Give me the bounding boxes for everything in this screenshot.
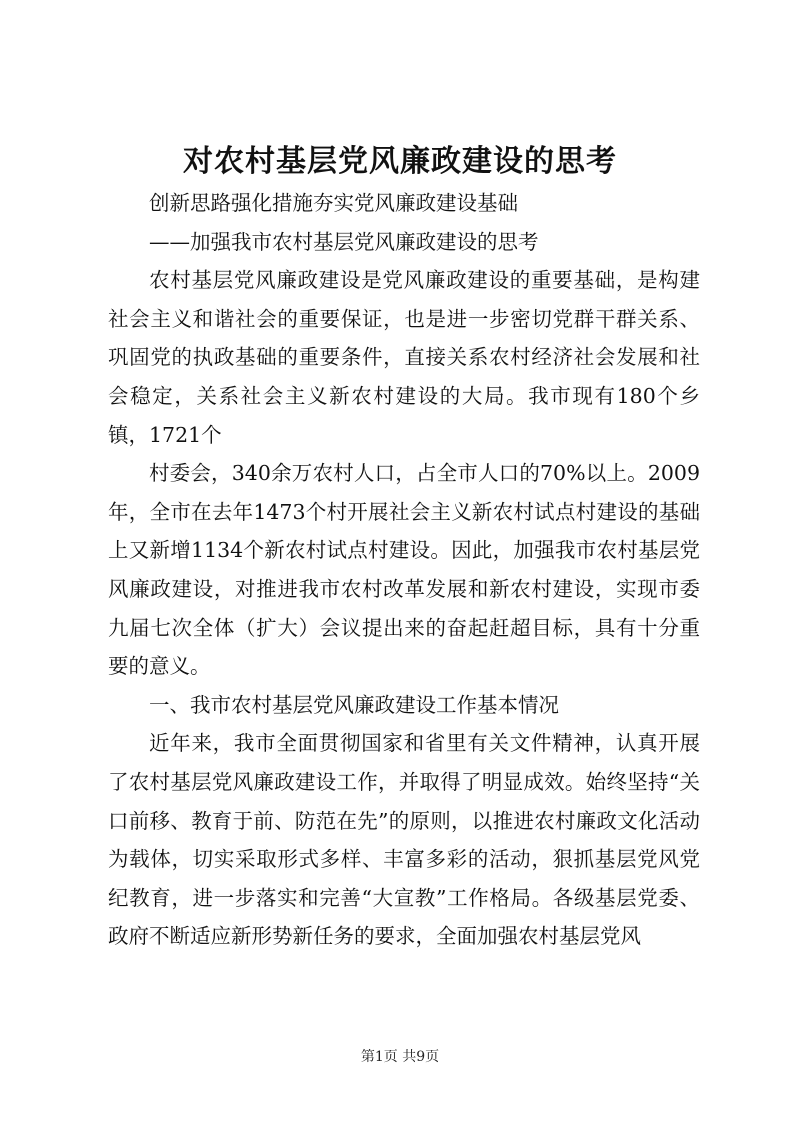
page-footer: 第1页 共9页 (360, 1049, 440, 1065)
subtitle-paragraph: 创新思路强化措施夯实党风廉政建设基础 (149, 191, 518, 215)
section-heading: 一、我市农村基层党风廉政建设工作基本情况 (149, 692, 559, 717)
document-body (108, 184, 700, 956)
body-paragraph-1: 农村基层党风廉政建设是党风廉政建设的重要基础，是构建社会主义和谐社会的重要保证，也是进一步密切党群干群关系、巩固党的执政基础的重要条件，直接关系农村经济社会发展和社会稳定，关系社会主义新农村建设的大局。我市现有180个乡镇，1721个 (108, 268, 700, 447)
body-paragraph-2: 村委会，340余万农村人口，占全市人口的70%以上。2009年，全市在去年1473个村开展社会主义新农村试点村建设的基础上又新增1134个新农村试点村建设。因此，加强我市农村基层党风廉政建设，对推进我市农村改革发展和新农村建设，实现市委九届七次全体（扩大）会议提出来的奋起赶超目标，具有十分重要的意义。 (108, 461, 700, 679)
document-title: 对农村基层党风廉政建设的思考 (183, 144, 617, 179)
body-paragraph-3: 近年来，我市全面贯彻国家和省里有关文件精神，认真开展了农村基层党风廉政建设工作，并取得了明显成效。始终坚持“关口前移、教育于前、防范在先”的原则，以推进农村廉政文化活动为载体，切实采取形式多样、丰富多彩的活动，狠抓基层党风党纪教育，进一步落实和完善“大宣教”工作格局。各级基层党委、政府不断适应新形势新任务的要求，全面加强农村基层党风 (108, 731, 700, 949)
subtitle-dash-paragraph: ——加强我市农村基层党风廉政建设的思考 (149, 229, 539, 254)
